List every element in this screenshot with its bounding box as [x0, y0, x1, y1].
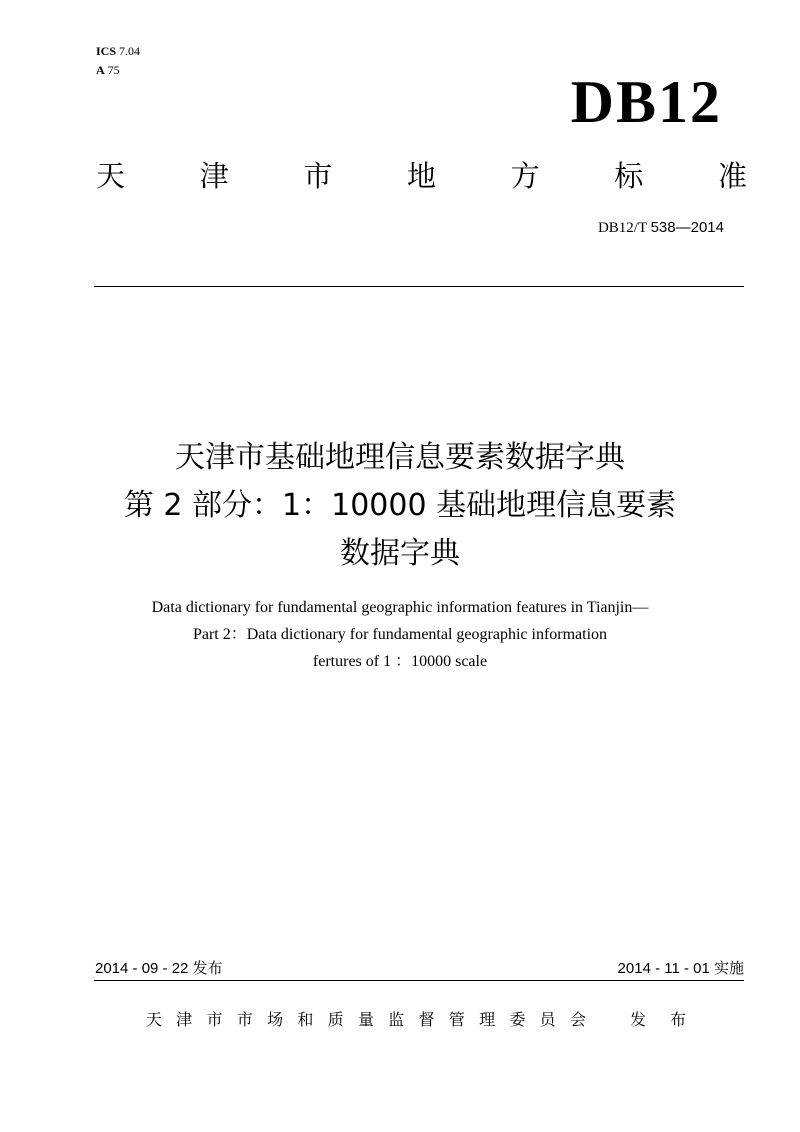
standard-type-char: 准 — [717, 159, 747, 193]
english-title-line: Part 2：Data dictionary for fundamental geographic information — [192, 626, 608, 643]
issuer-char: 和 — [297, 1010, 314, 1029]
chinese-title-line: 天津市基础地理信息要素数据字典 — [175, 440, 625, 475]
header-divider — [94, 286, 744, 287]
publish-label — [630, 1008, 686, 1032]
issuer-char: 质 — [327, 1010, 344, 1029]
cls-label: A — [96, 63, 105, 77]
issuer-char: 会 — [569, 1010, 586, 1029]
standard-type-char: 方 — [510, 159, 540, 193]
issuer-organization — [146, 1008, 586, 1032]
issuer-char: 委 — [509, 1010, 526, 1029]
issuing-authority — [146, 1008, 686, 1032]
ics-value: 7.04 — [119, 44, 141, 58]
standard-code-prefix: DB12/T — [597, 220, 647, 236]
issuer-char: 管 — [448, 1010, 465, 1029]
standard-type-char: 标 — [614, 159, 644, 193]
standard-code-number: 538—2014 — [650, 219, 724, 236]
standard-type-char: 地 — [406, 159, 436, 193]
standard-logo: DB12 — [570, 69, 722, 135]
standard-code — [0, 218, 724, 238]
issuer-char: 量 — [357, 1010, 374, 1029]
cls-value: 75 — [107, 63, 120, 77]
issuer-char: 天 — [146, 1010, 163, 1029]
standard-type-char: 市 — [303, 159, 333, 193]
issue-date: 2014 - 09 - 22 发布 — [95, 960, 223, 977]
chinese-title — [0, 434, 800, 578]
issuer-char: 督 — [418, 1010, 435, 1029]
chinese-title-line: 数据字典 — [340, 536, 460, 571]
issuer-char: 场 — [267, 1010, 284, 1029]
issuer-char: 监 — [388, 1010, 405, 1029]
footer-divider — [94, 980, 744, 981]
standard-type-char: 天 — [96, 159, 126, 193]
issuer-char: 津 — [176, 1010, 193, 1029]
issuer-char: 员 — [539, 1010, 556, 1029]
standard-type-char: 津 — [199, 159, 229, 193]
issuer-char: 理 — [479, 1010, 496, 1029]
publish-char: 布 — [669, 1010, 686, 1029]
english-title — [0, 594, 800, 675]
english-title-line: Data dictionary for fundamental geographic information features in Tianjin— — [151, 599, 649, 616]
ics-code — [96, 42, 140, 61]
implement-date: 2014 - 11 - 01 实施 — [617, 960, 744, 977]
date-row — [95, 959, 744, 979]
issuer-char: 市 — [206, 1010, 223, 1029]
standard-type-heading — [96, 155, 747, 197]
english-title-line: fertures of 1 ：10000 scale — [312, 653, 488, 670]
publish-char: 发 — [630, 1010, 647, 1029]
chinese-title-line: 第 2 部分：1：10000 基础地理信息要素 — [123, 488, 677, 523]
issuer-char: 市 — [236, 1010, 253, 1029]
ics-label: ICS — [96, 44, 117, 58]
